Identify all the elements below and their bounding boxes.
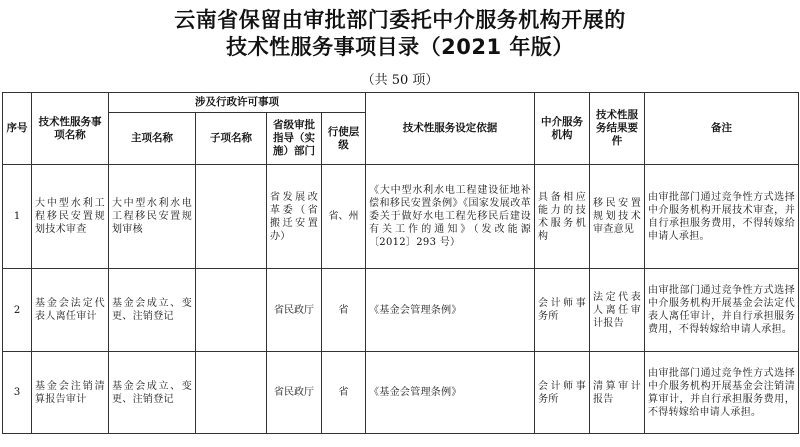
header-agency: 中介服务机构 — [535, 93, 590, 165]
cell-agency: 具备相应能力的技术服务机构 — [535, 165, 590, 269]
cell-agency: 会计师事务所 — [535, 269, 590, 352]
cell-sub-item — [196, 269, 267, 352]
cell-remark: 由审批部门通过竞争性方式选择中介服务机构开展基金会注销清算审计，并自行承担服务费用，不得转嫁给申请人承担。 — [645, 352, 799, 434]
header-admin-group: 涉及行政许可事项 — [109, 93, 366, 113]
table-row — [3, 269, 799, 352]
header-service-name: 技术性服务事项名称 — [32, 93, 109, 165]
cell-seq: 1 — [3, 165, 32, 269]
cell-result: 移民安置规划技术审查意见 — [590, 165, 645, 269]
cell-basis: 《大中型水利水电工程建设征地补偿和移民安置条例》《国家发展改革委关于做好水电工程先移民后建设有关工作的通知》（发改能源〔2012〕293 号） — [366, 165, 535, 269]
cell-basis: 《基金会管理条例》 — [366, 269, 535, 352]
cell-sub-item — [196, 352, 267, 434]
cell-sub-item — [196, 165, 267, 269]
header-remark: 备注 — [645, 93, 799, 165]
document-title-line2: 技术性服务事项目录（2021 年版） — [226, 35, 574, 59]
header-level: 行使层级 — [322, 113, 366, 165]
table-row — [3, 352, 799, 434]
item-count-subtitle: （共 50 项） — [361, 73, 439, 88]
cell-remark: 由审批部门通过竞争性方式选择中介服务机构开展基金会法定代表人离任审计，并自行承担服务费用，不得转嫁给申请人承担。 — [645, 269, 799, 352]
cell-agency: 会计师事务所 — [535, 352, 590, 434]
cell-result: 清算审计报告 — [590, 352, 645, 434]
cell-result: 法定代表人离任审计报告 — [590, 269, 645, 352]
document-title-line1: 云南省保留由审批部门委托中介服务机构开展的 — [174, 8, 626, 32]
cell-main-item: 大中型水利水电工程移民安置规划审核 — [109, 165, 196, 269]
table-row — [3, 165, 799, 269]
cell-level: 省 — [322, 352, 366, 434]
header-main-item: 主项名称 — [109, 113, 196, 165]
header-sub-item: 子项名称 — [196, 113, 267, 165]
cell-service-name: 基金会法定代表人离任审计 — [32, 269, 109, 352]
services-table — [2, 92, 799, 434]
header-seq: 序号 — [3, 93, 32, 165]
cell-seq: 2 — [3, 269, 32, 352]
cell-basis: 《基金会管理条例》 — [366, 352, 535, 434]
cell-service-name: 基金会注销清算报告审计 — [32, 352, 109, 434]
cell-service-name: 大中型水利工程移民安置规划技术审查 — [32, 165, 109, 269]
cell-main-item: 基金会成立、变更、注销登记 — [109, 269, 196, 352]
cell-guidance: 省民政厅 — [267, 352, 322, 434]
header-basis: 技术性服务设定依据 — [366, 93, 535, 165]
header-result: 技术性服务结果要件 — [590, 93, 645, 165]
cell-level: 省、州 — [322, 165, 366, 269]
cell-remark: 由审批部门通过竞争性方式选择中介服务机构开展技术审查，并自行承担服务费用，不得转嫁给申请人承担。 — [645, 165, 799, 269]
header-guidance: 省级审批指导（实施）部门 — [267, 113, 322, 165]
cell-guidance: 省发展改革委（省搬迁安置办） — [267, 165, 322, 269]
cell-guidance: 省民政厅 — [267, 269, 322, 352]
cell-level: 省 — [322, 269, 366, 352]
cell-main-item: 基金会成立、变更、注销登记 — [109, 352, 196, 434]
cell-seq: 3 — [3, 352, 32, 434]
